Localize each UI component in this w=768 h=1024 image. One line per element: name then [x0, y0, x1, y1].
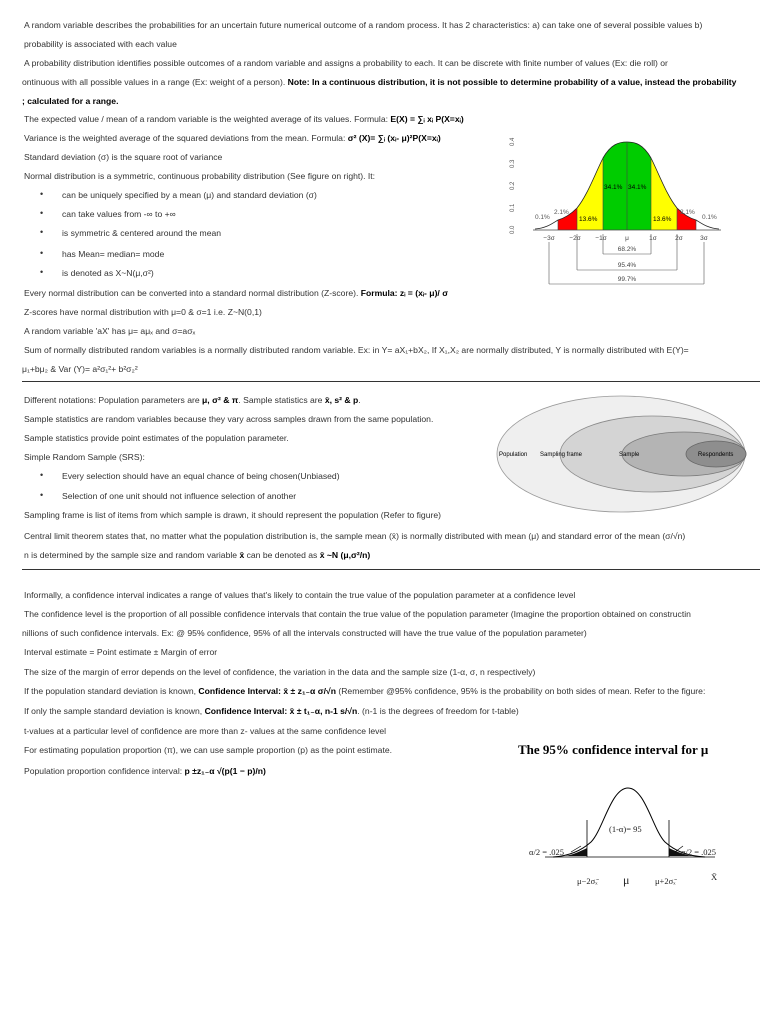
range-95-label: 95.4% — [617, 262, 637, 269]
sampling-frame-label: Sampling frame — [540, 452, 583, 458]
sampling-ellipse-figure — [494, 392, 748, 516]
list-item: can take values from -∞ to +∞ — [62, 209, 176, 219]
normal-distribution-figure — [505, 130, 730, 290]
pct-mid-left: 13.6% — [579, 216, 598, 223]
pct-center-left: 34.1% — [604, 184, 623, 191]
pct-far-left: 0.1% — [535, 214, 550, 221]
text-line: nillions of such confidence intervals. Ex: @ 95% confidence, 95% of all the intervals constructed will have the true value of the population parameter) — [22, 628, 587, 638]
text-line: If the population standard deviation is known, Confidence Interval: x̄ ± z₁₋α σ/√n (Remember @95% confidence, 95% is the probability on both sides of mean. Refer to the figure: — [24, 686, 706, 696]
x-tick-label: 2σ — [675, 235, 683, 242]
x-tick-label: −1σ — [595, 235, 607, 242]
text-line: Normal distribution is a symmetric, continuous probability distribution (See figure on right). It: — [24, 171, 376, 181]
y-tick-label: 0.4 — [510, 137, 516, 146]
ci-right-label: α/2 = .025 — [681, 847, 716, 857]
text-line: Sampling frame is list of items from which sample is drawn, it should represent the population (Refer to figure) — [24, 510, 441, 520]
text-line: ontinuous with all possible values in a range (Ex: weight of a person). Note: In a continuous distribution, it is not possible to determine probability of a value, instead the probability — [22, 77, 737, 87]
bullet-icon: • — [40, 490, 44, 500]
pct-far-right: 0.1% — [702, 214, 717, 221]
text-line: Sample statistics are random variables because they vary across samples drawn from the same population. — [24, 414, 434, 424]
text-line: Different notations: Population parameters are μ, σ² & π. Sample statistics are x̄, s² & p. — [24, 395, 361, 405]
pct-tail-left: 2.1% — [554, 209, 569, 216]
y-tick-label: 0.0 — [510, 225, 516, 234]
pct-tail-right: 2.1% — [680, 209, 695, 216]
x-tick-label: 1σ — [649, 235, 657, 242]
section-divider — [22, 569, 760, 570]
text-line: Variance is the weighted average of the squared deviations from the mean. Formula: σ² (X)= ∑ᵢ (xᵢ- μ)²P(X=xᵢ) — [24, 133, 441, 143]
ci-left-label: α/2 = .025 — [529, 847, 564, 857]
ci-center-label: (1-α)= 95 — [609, 824, 642, 834]
x-tick-label: μ — [625, 235, 629, 242]
bullet-icon: • — [40, 189, 44, 199]
population-label: Population — [499, 452, 528, 458]
ci-x-mid: μ — [623, 873, 630, 887]
ci-x-axis-label: X̄ — [711, 872, 718, 882]
y-tick-label: 0.3 — [510, 159, 516, 168]
bullet-icon: • — [40, 208, 44, 218]
text-line: The size of the margin of error depends on the level of confidence, the variation in the data and the sample size (1-α, σ, n respectively) — [24, 667, 536, 677]
y-tick-label: 0.2 — [510, 181, 516, 190]
pct-center-right: 34.1% — [628, 184, 647, 191]
text-line: Sum of normally distributed random variables is a normally distributed random variable. Ex: in Y= aX₁+bX₂, If X₁,X₂ are normally distributed, Y is normally distributed with E(Y)= — [24, 345, 689, 355]
text-line: For estimating population proportion (π), we can use sample proportion (p) as the point estimate. — [24, 745, 393, 755]
text-line: Interval estimate = Point estimate ± Margin of error — [24, 647, 218, 657]
x-tick-label: 3σ — [700, 235, 708, 242]
list-item: Every selection should have an equal chance of being chosen(Unbiased) — [62, 471, 340, 481]
text-line: probability is associated with each value — [24, 39, 177, 49]
text-line: Sample statistics provide point estimates of the population parameter. — [24, 433, 289, 443]
list-item: Selection of one unit should not influence selection of another — [62, 491, 297, 501]
list-item: has Mean= median= mode — [62, 249, 165, 259]
text-line: n is determined by the sample size and random variable x̄ can be denoted as x̄ ~N (μ,σ²/n) — [24, 550, 371, 560]
respondents-label: Respondents — [698, 452, 734, 458]
bullet-icon: • — [40, 248, 44, 258]
text-line: Z-scores have normal distribution with μ=0 & σ=1 i.e. Z~N(0,1) — [24, 307, 262, 317]
text-line: Informally, a confidence interval indicates a range of values that's likely to contain the true value of the population parameter at a confidence level — [24, 590, 576, 600]
x-tick-label: −3σ — [543, 235, 555, 242]
x-tick-label: −2σ — [569, 235, 581, 242]
pct-mid-right: 13.6% — [653, 216, 672, 223]
list-item: is denoted as X~N(μ,σ²) — [62, 268, 154, 278]
text-line: Standard deviation (σ) is the square root of variance — [24, 152, 223, 162]
bullet-icon: • — [40, 470, 44, 480]
text-line: If only the sample standard deviation is known, Confidence Interval: x̄ ± t₁₋α, n-1 s/√n. (n-1 is the degrees of freedom for t-table) — [24, 706, 519, 716]
list-item: is symmetric & centered around the mean — [62, 228, 222, 238]
ci-x-left: μ−2σₓ̄ — [577, 876, 598, 886]
list-item: can be uniquely specified by a mean (μ) and standard deviation (σ) — [62, 190, 317, 200]
range-68-label: 68.2% — [617, 246, 637, 253]
y-tick-label: 0.1 — [510, 203, 516, 212]
sample-label: Sample — [619, 452, 640, 458]
text-line: The confidence level is the proportion of all possible confidence intervals that contain the true value of the population parameter (Imagine the proportion obtained on constructin — [24, 609, 691, 619]
text-line: The expected value / mean of a random variable is the weighted average of its values. Formula: E(X) = ∑ᵢ xᵢ P(X=xᵢ) — [24, 114, 464, 124]
ci-figure-title: The 95% confidence interval for μ — [518, 742, 709, 757]
section-divider — [22, 381, 760, 382]
text-line: Population proportion confidence interval: p ±z₁₋α √(p(1 − p)/n) — [24, 766, 266, 776]
range-99-label: 99.7% — [617, 276, 637, 283]
text-line: A random variable describes the probabilities for an uncertain future numerical outcome of a random process. It has 2 characteristics: a) can take one of several possible values b) — [24, 20, 703, 30]
text-line: A random variable 'aX' has μ= aμₓ and σ=aσₓ — [24, 326, 196, 336]
text-line: Simple Random Sample (SRS): — [24, 452, 145, 462]
ci-x-right: μ+2σₓ̄ — [655, 876, 676, 886]
text-line: μ₁+bμ₂ & Var (Y)= a²σ₁²+ b²σ₂² — [22, 364, 138, 374]
text-line: ; calculated for a range. — [22, 96, 119, 106]
ci-figure — [525, 780, 745, 890]
bullet-icon: • — [40, 227, 44, 237]
text-line: A probability distribution identifies possible outcomes of a random variable and assigns a probability to each. It can be discrete with finite number of values (Ex: die roll) or — [24, 58, 668, 68]
text-line: Central limit theorem states that, no matter what the population distribution is, the sample mean (x̄) is normally distributed with mean (μ) and standard error of the mean (σ/√n) — [24, 531, 686, 541]
bullet-icon: • — [40, 267, 44, 277]
text-line: t-values at a particular level of confidence are more than z- values at the same confidence level — [24, 726, 387, 736]
text-line: Every normal distribution can be converted into a standard normal distribution (Z-score). Formula: zᵢ = (xᵢ- μ)/ σ — [24, 288, 449, 298]
